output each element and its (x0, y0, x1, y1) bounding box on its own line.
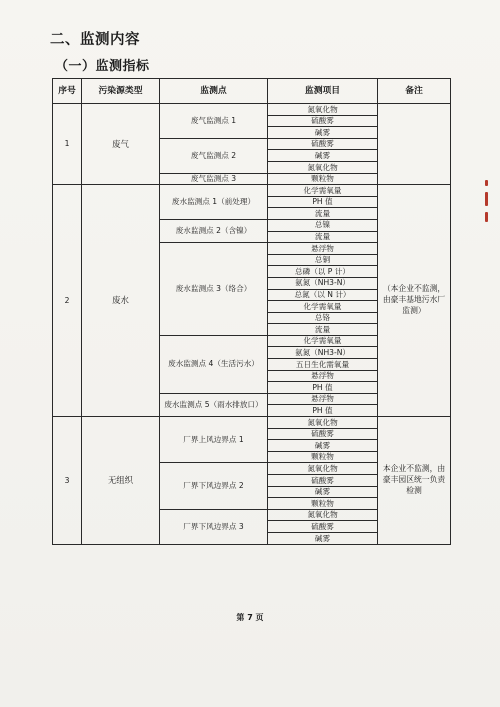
cell-monitoring-item: 碱雾 (268, 440, 378, 452)
cell-monitoring-item: 总镍 (268, 219, 378, 231)
cell-monitoring-item: 流量 (268, 324, 378, 336)
cell-source-type: 废气 (82, 104, 160, 185)
cell-monitoring-item: 颗粒物 (268, 173, 378, 185)
table-row (53, 104, 451, 116)
header-monitoring-point: 监测点 (160, 79, 268, 104)
cell-monitoring-item: 化学需氧量 (268, 301, 378, 313)
cell-monitoring-point: 厂界上风边界点 1 (160, 417, 268, 463)
table-row (53, 417, 451, 429)
cell-source-type: 无组织 (82, 417, 160, 545)
monitoring-table (52, 78, 451, 545)
cell-monitoring-item: 氮氧化物 (268, 509, 378, 521)
cell-monitoring-point: 废水监测点 4（生活污水） (160, 335, 268, 393)
cell-monitoring-point: 废水监测点 2（含镍） (160, 219, 268, 242)
cell-remarks: 本企业不监测，由豪丰园区统一负责检测 (378, 417, 451, 545)
cell-source-type: 废水 (82, 185, 160, 417)
cell-monitoring-item: 总铬 (268, 312, 378, 324)
cell-seq: 1 (53, 104, 82, 185)
cell-monitoring-item: 氮氧化物 (268, 417, 378, 429)
table-body (53, 104, 451, 545)
cell-monitoring-item: PH 值 (268, 196, 378, 208)
cell-monitoring-item: 总氮（以 N 计） (268, 289, 378, 301)
cell-monitoring-item: 硫酸雾 (268, 475, 378, 487)
cell-monitoring-item: PH 值 (268, 405, 378, 417)
header-seq: 序号 (53, 79, 82, 104)
subsection-title: （一）监测指标 (55, 59, 150, 74)
page-number: 第 7 页 (236, 613, 264, 622)
cell-monitoring-item: PH 值 (268, 382, 378, 394)
cell-monitoring-item: 硫酸雾 (268, 428, 378, 440)
cell-monitoring-point: 废水监测点 1（前处理） (160, 185, 268, 220)
cell-monitoring-item: 硫酸雾 (268, 138, 378, 150)
cell-seq: 3 (53, 417, 82, 545)
cell-monitoring-item: 化学需氧量 (268, 185, 378, 197)
cell-monitoring-point: 废气监测点 3 (160, 173, 268, 185)
cell-monitoring-item: 硫酸雾 (268, 115, 378, 127)
cell-monitoring-point: 厂界下风边界点 2 (160, 463, 268, 509)
cell-monitoring-point: 废水监测点 3（络合） (160, 243, 268, 336)
section-title: 二、监测内容 (50, 32, 140, 48)
cell-monitoring-point: 厂界下风边界点 3 (160, 509, 268, 544)
cell-monitoring-item: 碱雾 (268, 532, 378, 544)
cell-monitoring-item: 氮氧化物 (268, 161, 378, 173)
header-source-type: 污染源类型 (82, 79, 160, 104)
cell-monitoring-item: 悬浮物 (268, 370, 378, 382)
cell-monitoring-item: 总铜 (268, 254, 378, 266)
cell-monitoring-item: 硫酸雾 (268, 521, 378, 533)
red-ink-mark (485, 180, 488, 240)
cell-remarks: （本企业不监测，由豪丰基地污水厂监测） (378, 185, 451, 417)
cell-monitoring-item: 碱雾 (268, 486, 378, 498)
cell-monitoring-item: 氨氮（NH3-N） (268, 277, 378, 289)
cell-seq: 2 (53, 185, 82, 417)
cell-monitoring-point: 废气监测点 1 (160, 104, 268, 139)
cell-monitoring-item: 五日生化需氧量 (268, 359, 378, 371)
cell-monitoring-item: 总磷（以 P 计） (268, 266, 378, 278)
cell-remarks (378, 104, 451, 185)
cell-monitoring-point: 废气监测点 2 (160, 138, 268, 173)
header-remarks: 备注 (378, 79, 451, 104)
cell-monitoring-item: 氮氧化物 (268, 104, 378, 116)
cell-monitoring-item: 流量 (268, 208, 378, 220)
cell-monitoring-item: 流量 (268, 231, 378, 243)
cell-monitoring-item: 氮氧化物 (268, 463, 378, 475)
cell-monitoring-item: 碱雾 (268, 127, 378, 139)
cell-monitoring-item: 悬浮物 (268, 243, 378, 255)
cell-monitoring-point: 废水监测点 5（雨水排放口） (160, 393, 268, 416)
header-monitoring-item: 监测项目 (268, 79, 378, 104)
cell-monitoring-item: 颗粒物 (268, 498, 378, 510)
cell-monitoring-item: 颗粒物 (268, 451, 378, 463)
table-row (53, 185, 451, 197)
cell-monitoring-item: 氨氮（NH3-N） (268, 347, 378, 359)
cell-monitoring-item: 悬浮物 (268, 393, 378, 405)
table-header-row (53, 79, 451, 104)
cell-monitoring-item: 碱雾 (268, 150, 378, 162)
cell-monitoring-item: 化学需氧量 (268, 335, 378, 347)
